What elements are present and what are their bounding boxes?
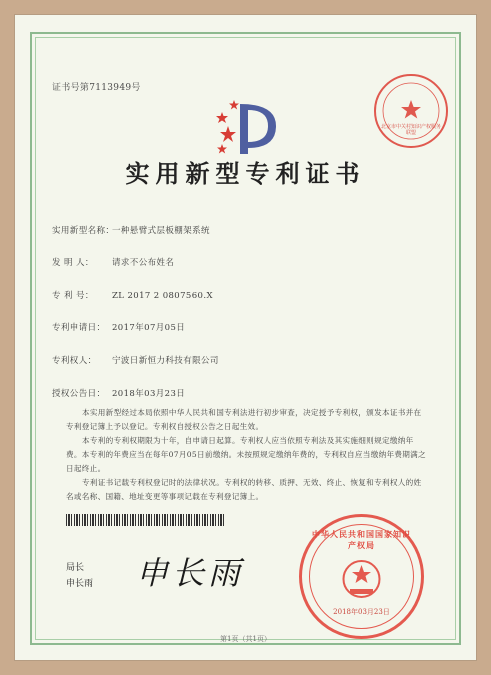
- signature-role: 局长: [66, 563, 85, 573]
- handwritten-signature: 申长雨: [136, 554, 245, 592]
- field-value: 2018年03月23日: [112, 389, 186, 399]
- field-label: 专利权人：: [52, 356, 97, 366]
- field-label: 授权公告日：: [52, 389, 106, 399]
- field-inventor: [52, 256, 174, 268]
- field-patentee: [52, 354, 219, 366]
- body-paragraph: 本实用新型经过本局依照中华人民共和国专利法进行初步审查，决定授予专利权，颁发本证书并在专利登记簿上予以登记。专利权自授权公告之日起生效。: [66, 408, 422, 431]
- service-alliance-seal: [374, 74, 448, 148]
- field-value: 一种悬臂式层板棚架系统: [112, 226, 210, 236]
- page-title: 实用新型专利证书: [125, 159, 366, 188]
- patent-office-emblem-icon: [214, 96, 286, 158]
- seal-date: 2018年03月23日: [333, 608, 390, 616]
- national-ip-office-seal: [299, 514, 424, 639]
- certificate-body: [66, 406, 426, 504]
- big-seal-text: 中华人民共和国国家知识产权局: [312, 529, 411, 550]
- field-value: 请求不公布姓名: [112, 258, 175, 268]
- certificate-page: [14, 14, 477, 661]
- field-label: 专 利 号：: [52, 291, 94, 301]
- field-label: 专利申请日：: [52, 323, 106, 333]
- field-label: 实用新型名称：: [52, 226, 115, 236]
- page-footer: 第1页（共1页）: [220, 635, 271, 643]
- body-paragraph: 本专利的专利权期限为十年，自申请日起算。专利权人应当依照专利法及其实施细则规定缴纳年费。本专利的年费应当在每年07月05日前缴纳。未按照规定缴纳年费的，专利权自应当缴纳年费期满之日起终止。: [66, 436, 426, 473]
- signature-name-printed: 申长雨: [66, 579, 94, 589]
- body-paragraph: 专利证书记载专利权登记时的法律状况。专利权的转移、质押、无效、终止、恢复和专利权人的姓名或名称、国籍、地址变更等事项记载在专利登记簿上。: [66, 478, 422, 501]
- field-grant-date: [52, 387, 185, 399]
- field-patent-number: [52, 289, 213, 301]
- field-value: ZL 2017 2 0807560.X: [112, 291, 213, 301]
- field-utility-model-name: [52, 224, 210, 236]
- field-value: 宁波日新恒力科技有限公司: [112, 356, 219, 366]
- field-filing-date: [52, 321, 185, 333]
- field-value: 2017年07月05日: [112, 323, 186, 333]
- barcode: [66, 514, 226, 526]
- small-seal-text: 北京市中关村知识产权服务联盟: [380, 124, 441, 136]
- field-label: 发 明 人：: [52, 258, 94, 268]
- certificate-number: 证书号第7113949号: [52, 83, 141, 93]
